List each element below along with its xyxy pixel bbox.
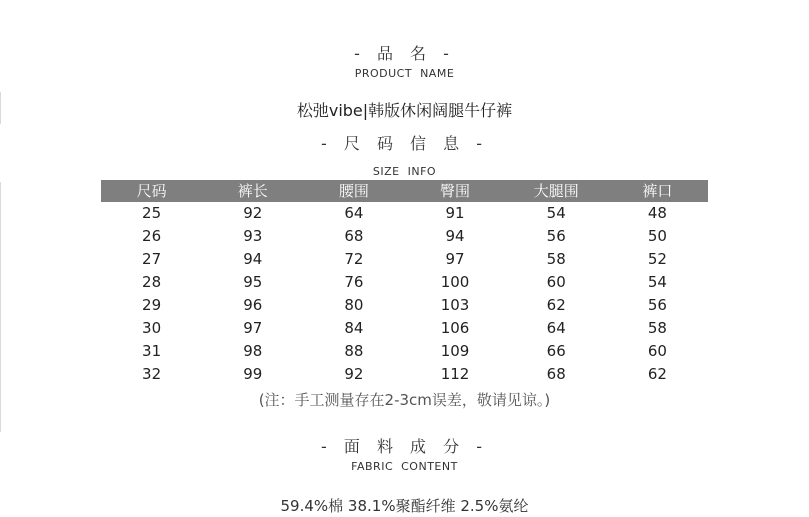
table-cell: 50 <box>647 227 667 245</box>
table-cell: 94 <box>445 227 465 245</box>
product-name-value: 松弛vibe|韩版休闲阔腿牛仔裤 <box>296 101 513 120</box>
table-cell: 72 <box>344 250 364 268</box>
size-table <box>101 180 708 386</box>
table-cell: 25 <box>142 204 162 222</box>
size-table-header <box>101 180 708 202</box>
table-cell: 76 <box>344 273 364 291</box>
table-cell: 93 <box>243 227 263 245</box>
table-row <box>101 271 708 294</box>
table-row <box>101 317 708 340</box>
table-cell: 54 <box>546 204 566 222</box>
table-cell: 31 <box>142 342 162 360</box>
table-cell: 27 <box>142 250 162 268</box>
table-cell: 88 <box>344 342 364 360</box>
table-cell: 58 <box>546 250 566 268</box>
header-cell-size: 尺码 <box>136 182 167 200</box>
table-cell: 96 <box>243 296 263 314</box>
fabric-content-value: 59.4%棉 38.1%聚酯纤维 2.5%氨纶 <box>280 497 529 515</box>
table-cell: 100 <box>440 273 470 291</box>
table-cell: 98 <box>243 342 263 360</box>
table-cell: 94 <box>243 250 263 268</box>
table-cell: 103 <box>440 296 470 314</box>
table-row <box>101 340 708 363</box>
header-cell-hem: 裤口 <box>642 182 673 200</box>
table-cell: 84 <box>344 319 364 337</box>
table-row <box>101 225 708 248</box>
size-info-subtitle: SIZE INFO <box>372 165 437 178</box>
table-cell: 80 <box>344 296 364 314</box>
table-row <box>101 202 708 225</box>
table-cell: 99 <box>243 365 263 383</box>
table-cell: 29 <box>142 296 162 314</box>
table-cell: 54 <box>647 273 667 291</box>
table-cell: 66 <box>546 342 566 360</box>
table-cell: 92 <box>344 365 364 383</box>
table-cell: 91 <box>445 204 465 222</box>
table-cell: 112 <box>440 365 470 383</box>
table-row <box>101 294 708 317</box>
table-cell: 58 <box>647 319 667 337</box>
table-cell: 60 <box>647 342 667 360</box>
header-cell-length: 裤长 <box>237 182 268 200</box>
table-cell: 62 <box>546 296 566 314</box>
table-row <box>101 363 708 386</box>
table-cell: 56 <box>546 227 566 245</box>
product-name-title: - 品 名 - <box>354 44 455 63</box>
table-row <box>101 248 708 271</box>
table-cell: 68 <box>546 365 566 383</box>
table-cell: 28 <box>142 273 162 291</box>
table-cell: 64 <box>344 204 364 222</box>
table-cell: 106 <box>440 319 470 337</box>
table-cell: 52 <box>647 250 667 268</box>
table-cell: 92 <box>243 204 263 222</box>
table-cell: 68 <box>344 227 364 245</box>
header-cell-waist: 腰围 <box>338 182 369 200</box>
table-cell: 26 <box>142 227 162 245</box>
table-cell: 97 <box>243 319 263 337</box>
table-cell: 95 <box>243 273 263 291</box>
fabric-content-title: - 面 料 成 分 - <box>321 437 488 456</box>
size-info-title: - 尺 码 信 息 - <box>321 134 488 153</box>
table-cell: 62 <box>647 365 667 383</box>
table-cell: 60 <box>546 273 566 291</box>
table-cell: 32 <box>142 365 162 383</box>
table-cell: 64 <box>546 319 566 337</box>
header-cell-hip: 臀围 <box>440 182 471 200</box>
table-cell: 48 <box>647 204 667 222</box>
header-cell-thigh: 大腿围 <box>533 182 579 200</box>
table-cell: 30 <box>142 319 162 337</box>
product-name-subtitle: PRODUCT NAME <box>354 67 455 80</box>
table-cell: 109 <box>440 342 470 360</box>
fabric-content-subtitle: FABRIC CONTENT <box>351 460 458 473</box>
table-cell: 97 <box>445 250 465 268</box>
table-cell: 56 <box>647 296 667 314</box>
measurement-note: (注：手工测量存在2-3cm误差，敬请见谅。) <box>258 391 551 409</box>
